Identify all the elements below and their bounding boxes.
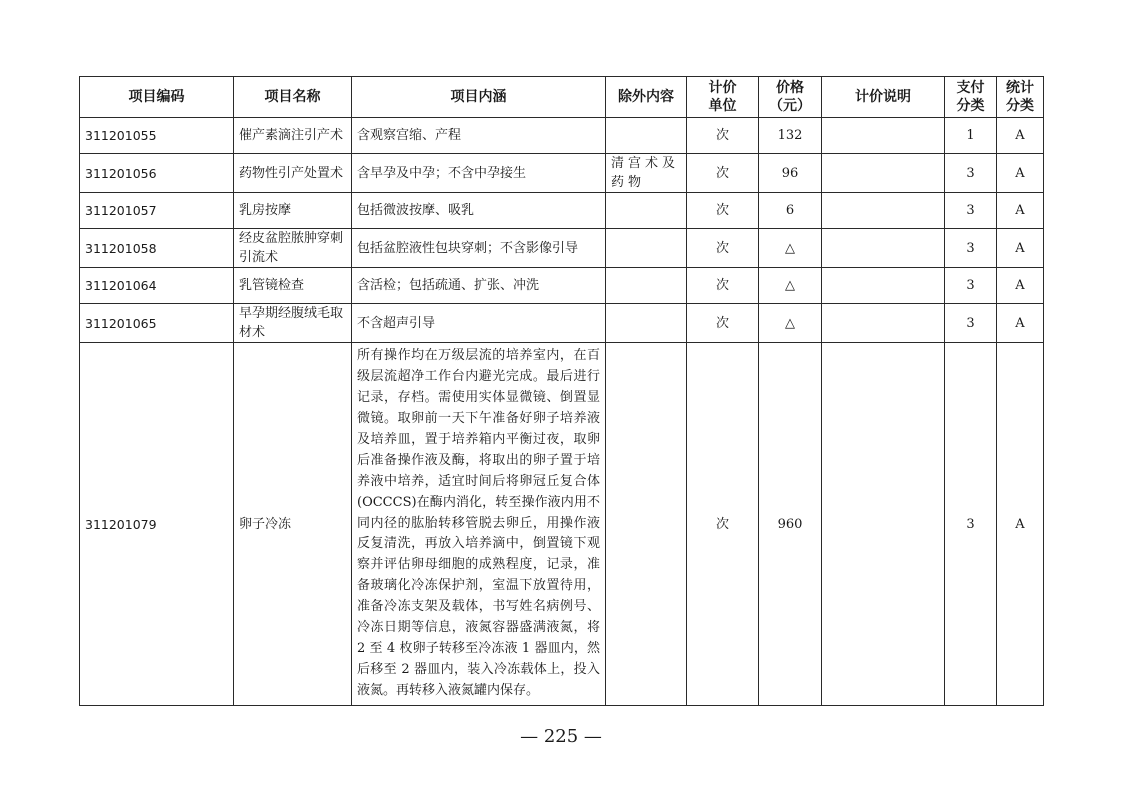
cell-code: 311201055 (80, 118, 234, 154)
table-row (80, 229, 1044, 268)
cell-excluded (606, 229, 687, 268)
header-name: 项目名称 (234, 77, 352, 118)
page-number: — 225 — (520, 726, 602, 747)
table-row (80, 118, 1044, 154)
cell-name: 经皮盆腔脓肿穿刺引流术 (234, 229, 352, 268)
cell-note (822, 304, 945, 343)
header-code: 项目编码 (80, 77, 234, 118)
table-row (80, 154, 1044, 193)
cell-content: 所有操作均在万级层流的培养室内，在百级层流超净工作台内避光完成。最后进行记录，存档。需使用实体显微镜、倒置显微镜。取卵前一天下午准备好卵子培养液及培养皿，置于培养箱内平衡过夜，取卵后准备操作液及酶，将取出的卵子置于培养液中培养，适宜时间后将卵冠丘复合体(OCCCS)在酶内消化，转至操作液内用不同内径的肱胎转移管脱去卵丘，用操作液反复清洗，再放入培养滴中，倒置镜下观察并评估卵母细胞的成熟程度，记录，准备玻璃化冷冻保护剂，室温下放置待用，准备冷冻支架及载体，书写姓名病例号、冷冻日期等信息，液氮容器盛满液氮，将 2 至 4 枚卵子转移至冷冻液 1 器皿内，然后移至 2 器皿内，装入冷冻载体上，投入液氮。再转移入液氮罐内保存。 (352, 343, 606, 706)
cell-code: 311201064 (80, 268, 234, 304)
cell-content: 不含超声引导 (352, 304, 606, 343)
cell-price: 132 (759, 118, 822, 154)
cell-pay: 3 (945, 229, 997, 268)
header-note: 计价说明 (822, 77, 945, 118)
table-header-row (80, 77, 1044, 118)
cell-unit: 次 (687, 154, 759, 193)
cell-note (822, 343, 945, 706)
cell-stat: A (997, 304, 1044, 343)
cell-pay: 3 (945, 304, 997, 343)
cell-excluded (606, 268, 687, 304)
cell-price: △ (759, 268, 822, 304)
cell-stat: A (997, 343, 1044, 706)
price-table (79, 76, 1044, 706)
cell-name: 催产素滴注引产术 (234, 118, 352, 154)
cell-code: 311201058 (80, 229, 234, 268)
cell-unit: 次 (687, 304, 759, 343)
cell-excluded (606, 343, 687, 706)
cell-note (822, 268, 945, 304)
cell-content: 包括盆腔液性包块穿刺；不含影像引导 (352, 229, 606, 268)
table-row (80, 268, 1044, 304)
header-stat: 统计 分类 (997, 77, 1044, 118)
cell-name: 乳房按摩 (234, 193, 352, 229)
cell-excluded (606, 193, 687, 229)
cell-stat: A (997, 268, 1044, 304)
cell-unit: 次 (687, 229, 759, 268)
cell-name: 卵子冷冻 (234, 343, 352, 706)
cell-note (822, 118, 945, 154)
cell-unit: 次 (687, 193, 759, 229)
cell-code: 311201065 (80, 304, 234, 343)
cell-stat: A (997, 229, 1044, 268)
cell-code: 311201056 (80, 154, 234, 193)
cell-code: 311201079 (80, 343, 234, 706)
cell-pay: 1 (945, 118, 997, 154)
cell-excluded (606, 154, 687, 193)
header-excluded: 除外内容 (606, 77, 687, 118)
header-content: 项目内涵 (352, 77, 606, 118)
cell-pay: 3 (945, 343, 997, 706)
cell-note (822, 154, 945, 193)
cell-unit: 次 (687, 343, 759, 706)
cell-stat: A (997, 154, 1044, 193)
cell-unit: 次 (687, 268, 759, 304)
cell-price: 960 (759, 343, 822, 706)
header-unit: 计价 单位 (687, 77, 759, 118)
cell-note (822, 229, 945, 268)
cell-price: △ (759, 229, 822, 268)
cell-unit: 次 (687, 118, 759, 154)
cell-excluded (606, 118, 687, 154)
table-row (80, 343, 1044, 706)
cell-note (822, 193, 945, 229)
table-row (80, 304, 1044, 343)
cell-content: 含早孕及中孕；不含中孕接生 (352, 154, 606, 193)
cell-code: 311201057 (80, 193, 234, 229)
header-price: 价格 （元） (759, 77, 822, 118)
cell-pay: 3 (945, 154, 997, 193)
cell-excluded-text: 清宫术及药物 (611, 156, 680, 190)
cell-price: 96 (759, 154, 822, 193)
cell-excluded (606, 304, 687, 343)
cell-name: 早孕期经腹绒毛取材术 (234, 304, 352, 343)
cell-name: 乳管镜检查 (234, 268, 352, 304)
cell-name: 药物性引产处置术 (234, 154, 352, 193)
cell-content: 包括微波按摩、吸乳 (352, 193, 606, 229)
cell-pay: 3 (945, 193, 997, 229)
cell-pay: 3 (945, 268, 997, 304)
table-row (80, 193, 1044, 229)
cell-price: △ (759, 304, 822, 343)
header-pay: 支付 分类 (945, 77, 997, 118)
cell-price: 6 (759, 193, 822, 229)
cell-content: 含活检；包括疏通、扩张、冲洗 (352, 268, 606, 304)
cell-stat: A (997, 193, 1044, 229)
cell-content: 含观察宫缩、产程 (352, 118, 606, 154)
cell-stat: A (997, 118, 1044, 154)
